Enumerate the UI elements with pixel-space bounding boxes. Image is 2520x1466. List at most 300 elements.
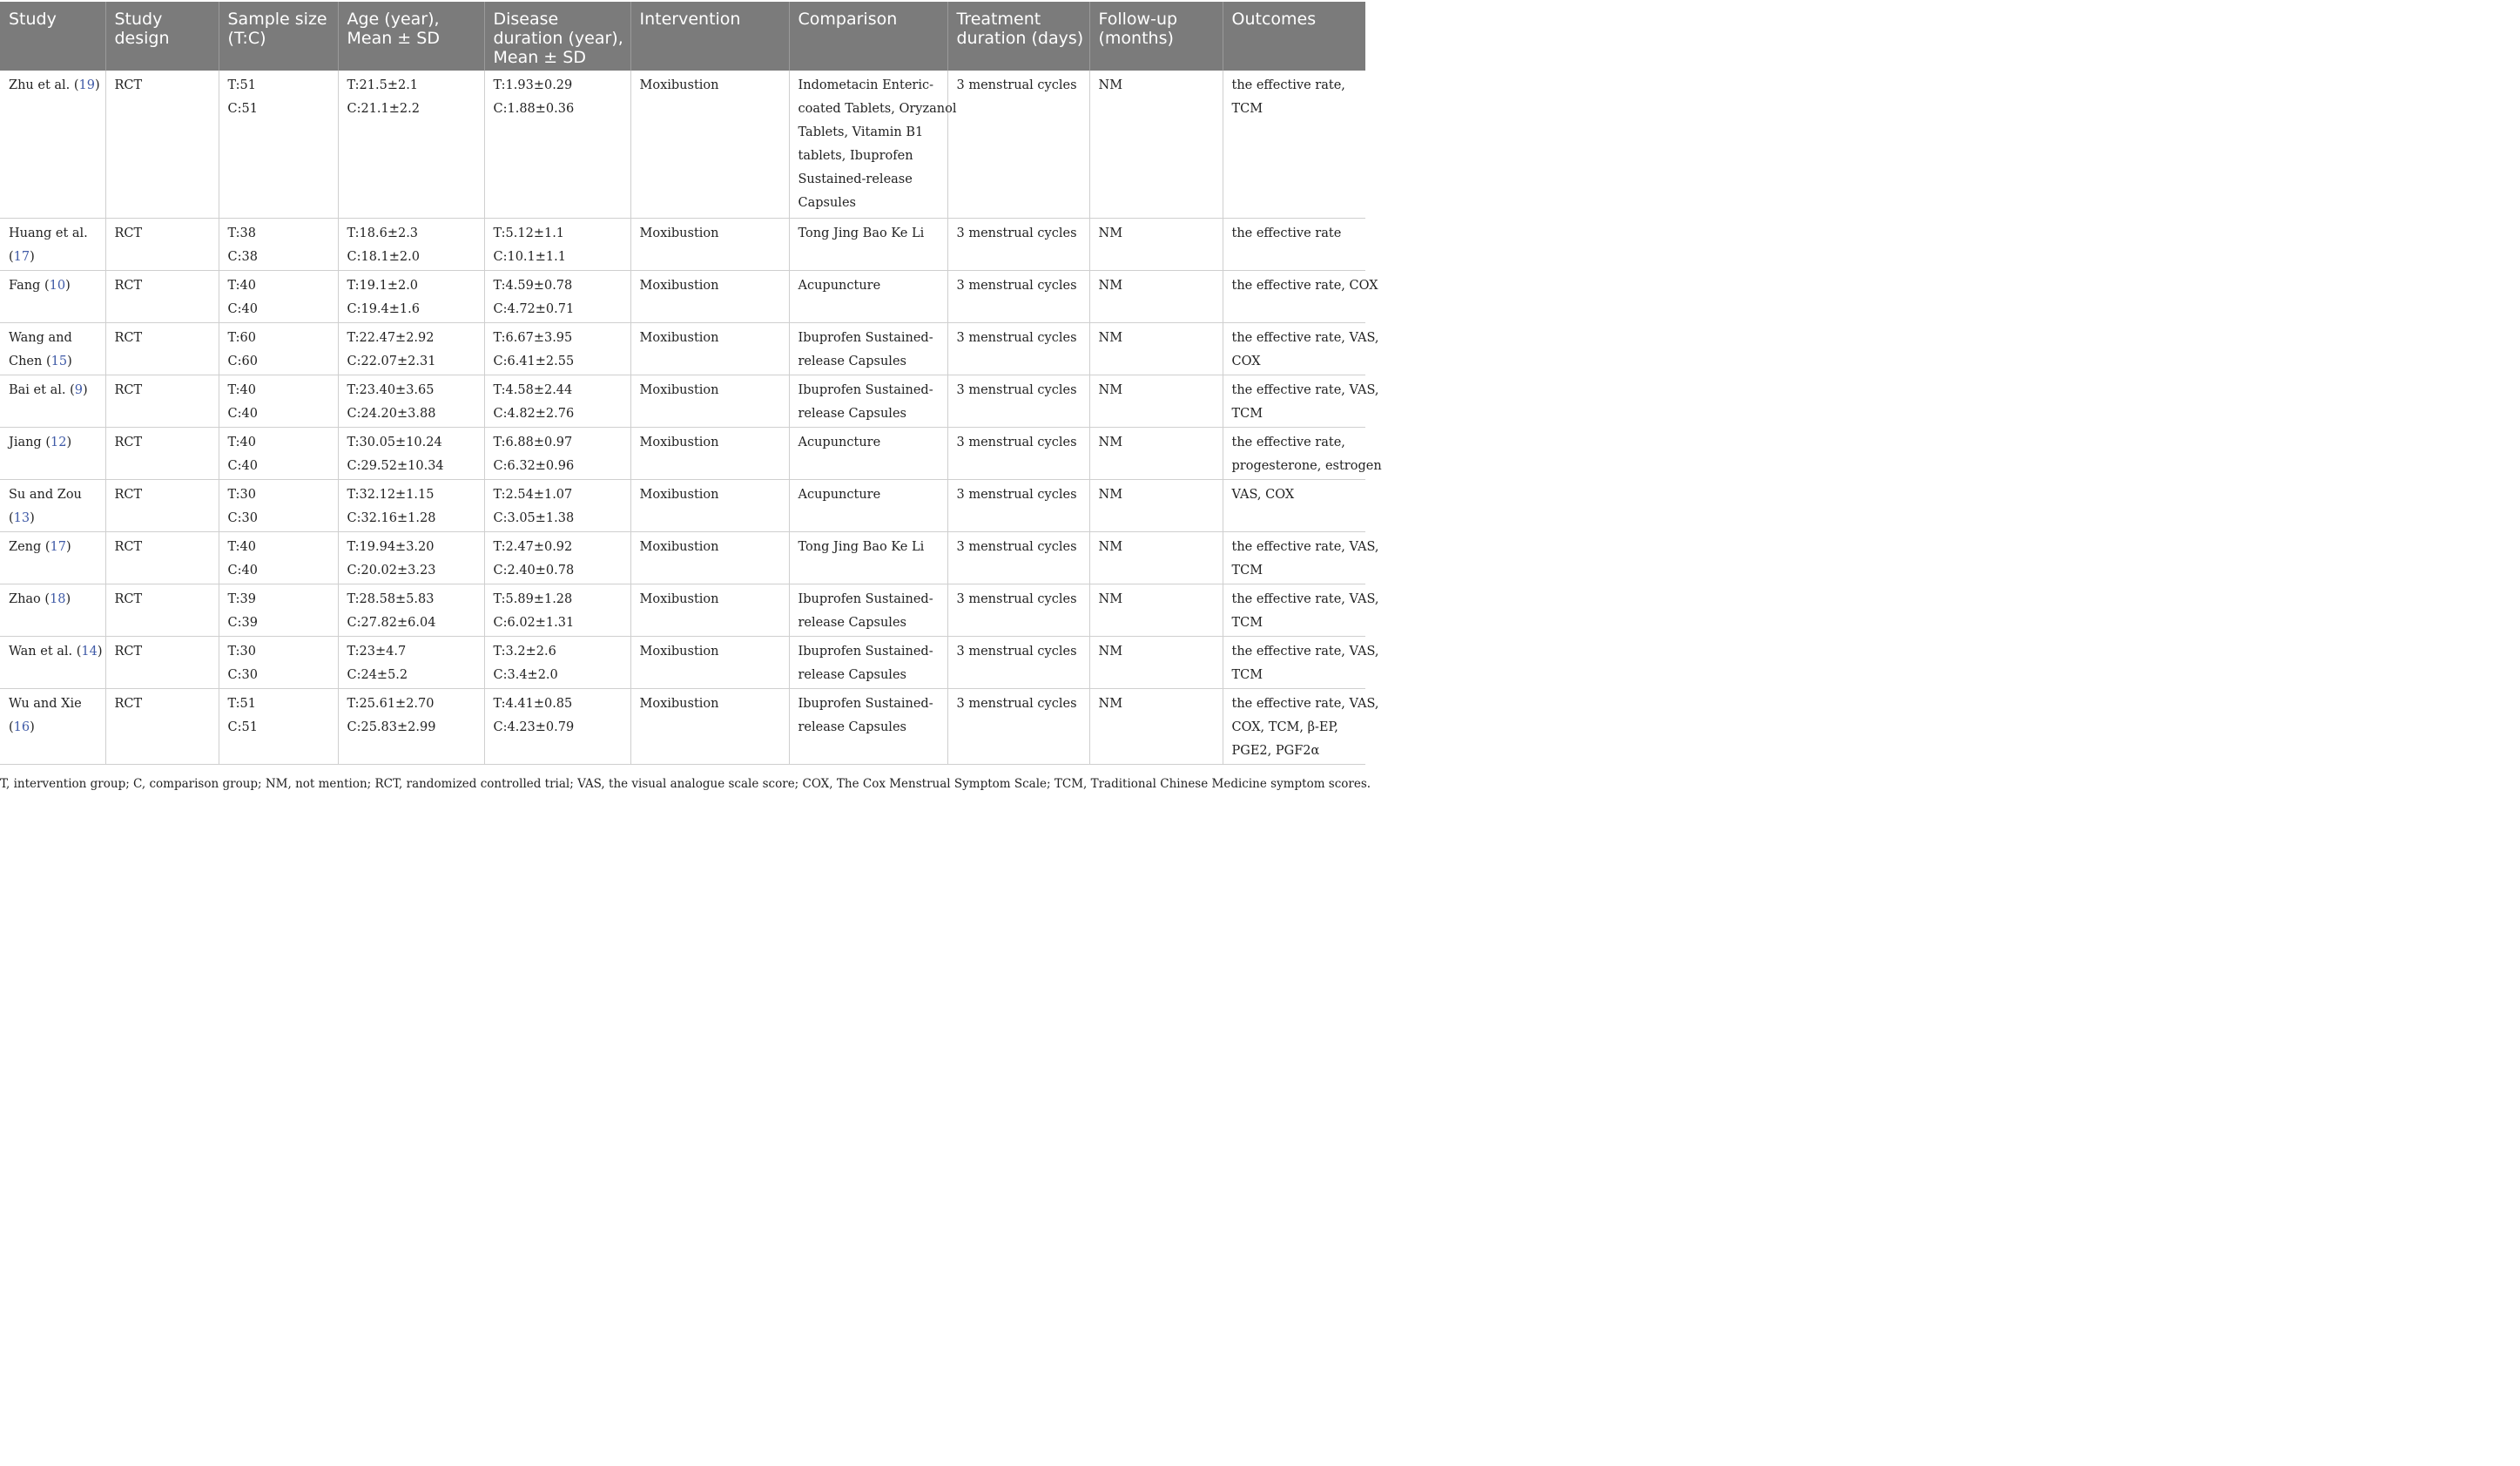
- cell-text: C:24.20±3.88: [347, 406, 436, 421]
- header-text: Intervention: [639, 10, 741, 29]
- study-line: [9, 274, 102, 298]
- cell-intervention: [630, 270, 789, 322]
- cell-text: Ibuprofen Sustained-: [798, 696, 933, 711]
- cell-study: [0, 375, 105, 427]
- cell-text: C:30: [227, 510, 258, 525]
- cell-text: COX, TCM, β-EP,: [1231, 719, 1338, 734]
- cell-text: tablets, Ibuprofen: [798, 149, 913, 163]
- cell-design: [105, 636, 219, 688]
- table-row: [0, 427, 1365, 479]
- reference-link[interactable]: 18: [50, 591, 66, 606]
- cell-duration: [484, 479, 630, 531]
- cell-text: NM: [1098, 226, 1123, 240]
- cell-text: T:6.88±0.97: [493, 435, 573, 449]
- cell-text: Sustained-release: [798, 172, 913, 186]
- cell-text: T:19.94±3.20: [347, 539, 435, 554]
- cell-text: T:25.61±2.70: [347, 696, 435, 711]
- cell-intervention: [630, 636, 789, 688]
- cell-text: T:18.6±2.3: [347, 226, 419, 240]
- cell-text: Capsules: [798, 196, 856, 210]
- cell-outcomes: [1223, 427, 1382, 479]
- reference-link[interactable]: 12: [50, 435, 67, 449]
- column-header-treatment-duration: [947, 2, 1089, 71]
- cell-text: RCT: [114, 78, 143, 92]
- cell-duration: [484, 584, 630, 636]
- cell-text: Moxibustion: [639, 539, 719, 554]
- cell-intervention: [630, 427, 789, 479]
- study-name-suffix: ): [30, 719, 35, 734]
- cell-text: 3 menstrual cycles: [956, 644, 1077, 659]
- cell-intervention: [630, 531, 789, 584]
- cell-text: C:51: [227, 102, 258, 116]
- header-text: Study: [9, 10, 57, 29]
- table-row: [0, 531, 1365, 584]
- cell-age: [338, 375, 484, 427]
- cell-text: T:51: [227, 78, 256, 92]
- cell-text: Moxibustion: [639, 435, 719, 449]
- reference-link[interactable]: 19: [78, 78, 95, 92]
- cell-text: T:32.12±1.15: [347, 487, 435, 502]
- cell-text: T:22.47±2.92: [347, 330, 435, 345]
- cell-outcomes: [1223, 322, 1379, 375]
- column-header-outcomes: [1223, 2, 1365, 71]
- study-line: [9, 74, 102, 98]
- cell-text: C:40: [227, 301, 258, 316]
- study-name-suffix: ): [30, 510, 35, 525]
- study-name-text: Chen (: [9, 354, 51, 368]
- cell-text: Ibuprofen Sustained-: [798, 330, 933, 345]
- header-text: Mean ± SD: [347, 29, 440, 48]
- cell-followup: [1089, 531, 1223, 584]
- cell-text: T:23±4.7: [347, 644, 407, 659]
- cell-text: C:4.23±0.79: [493, 719, 575, 734]
- cell-sample: [219, 71, 338, 218]
- cell-text: TCM: [1231, 406, 1263, 421]
- cell-text: C:10.1±1.1: [493, 249, 566, 264]
- cell-text: RCT: [114, 487, 143, 502]
- study-name-text: Zhao (: [9, 591, 51, 606]
- cell-text: Tablets, Vitamin B1: [798, 125, 924, 139]
- cell-design: [105, 479, 219, 531]
- cell-sample: [219, 218, 338, 270]
- study-line: [9, 246, 102, 269]
- study-name-suffix: ): [65, 278, 71, 293]
- table-row: [0, 322, 1365, 375]
- cell-study: [0, 71, 105, 218]
- cell-outcomes: [1223, 584, 1379, 636]
- cell-text: T:1.93±0.29: [493, 78, 573, 92]
- reference-link[interactable]: 15: [51, 354, 68, 368]
- study-name-text: (: [9, 719, 14, 734]
- study-name-text: Wu and Xie: [9, 696, 82, 711]
- cell-age: [338, 270, 484, 322]
- table-row: [0, 636, 1365, 688]
- cell-text: TCM: [1231, 615, 1263, 630]
- cell-text: NM: [1098, 78, 1123, 92]
- study-name-suffix: ): [82, 382, 88, 397]
- column-header-study: [0, 2, 105, 71]
- cell-text: C:6.41±2.55: [493, 354, 575, 368]
- cell-text: T:30: [227, 644, 256, 659]
- header-text: Sample size: [227, 10, 327, 29]
- cell-treatment: [947, 427, 1089, 479]
- cell-text: the effective rate, VAS,: [1231, 591, 1379, 606]
- cell-comparison: [789, 427, 947, 479]
- cell-intervention: [630, 218, 789, 270]
- study-line: [9, 692, 102, 716]
- cell-treatment: [947, 218, 1089, 270]
- cell-duration: [484, 270, 630, 322]
- header-text: Comparison: [798, 10, 898, 29]
- cell-text: the effective rate, VAS,: [1231, 644, 1379, 659]
- cell-text: Ibuprofen Sustained-: [798, 591, 933, 606]
- cell-treatment: [947, 688, 1089, 764]
- cell-text: T:4.58±2.44: [493, 382, 573, 397]
- cell-text: C:3.4±2.0: [493, 667, 558, 682]
- cell-study: [0, 479, 105, 531]
- cell-study: [0, 636, 105, 688]
- cell-treatment: [947, 479, 1089, 531]
- cell-sample: [219, 531, 338, 584]
- cell-text: T:5.89±1.28: [493, 591, 573, 606]
- cell-text: C:1.88±0.36: [493, 102, 575, 116]
- cell-text: the effective rate,: [1231, 78, 1345, 92]
- cell-text: RCT: [114, 330, 143, 345]
- header-text: Outcomes: [1231, 10, 1317, 29]
- cell-text: T:28.58±5.83: [347, 591, 435, 606]
- cell-design: [105, 71, 219, 218]
- cell-intervention: [630, 322, 789, 375]
- cell-text: C:4.72±0.71: [493, 301, 575, 316]
- cell-text: 3 menstrual cycles: [956, 487, 1077, 502]
- cell-text: NM: [1098, 330, 1123, 345]
- cell-sample: [219, 375, 338, 427]
- reference-link[interactable]: 17: [50, 539, 66, 554]
- cell-treatment: [947, 322, 1089, 375]
- cell-text: T:30.05±10.24: [347, 435, 442, 449]
- header-text: duration (year),: [493, 29, 623, 48]
- cell-text: Moxibustion: [639, 330, 719, 345]
- header-text: design: [114, 29, 170, 48]
- cell-text: C:3.05±1.38: [493, 510, 575, 525]
- cell-text: COX: [1231, 354, 1261, 368]
- column-header-disease-duration: [484, 2, 630, 71]
- cell-study: [0, 427, 105, 479]
- cell-text: T:5.12±1.1: [493, 226, 565, 240]
- cell-followup: [1089, 270, 1223, 322]
- cell-text: T:51: [227, 696, 256, 711]
- study-name-suffix: ): [66, 539, 71, 554]
- cell-text: the effective rate, COX: [1231, 278, 1378, 293]
- cell-age: [338, 636, 484, 688]
- cell-text: C:30: [227, 667, 258, 682]
- study-line: [9, 379, 102, 402]
- study-name-text: Zhu et al. (: [9, 78, 79, 92]
- cell-comparison: [789, 270, 947, 322]
- study-name-suffix: ): [65, 591, 71, 606]
- cell-treatment: [947, 71, 1089, 218]
- study-line: [9, 536, 102, 559]
- reference-link[interactable]: 13: [13, 510, 30, 525]
- cell-text: T:4.59±0.78: [493, 278, 573, 293]
- cell-text: Tong Jing Bao Ke Li: [798, 226, 925, 240]
- reference-link[interactable]: 16: [13, 719, 30, 734]
- cell-study: [0, 322, 105, 375]
- table-header: [0, 2, 1365, 71]
- reference-link[interactable]: 14: [81, 644, 98, 659]
- cell-text: C:27.82±6.04: [347, 615, 436, 630]
- cell-text: Acupuncture: [798, 487, 881, 502]
- cell-intervention: [630, 479, 789, 531]
- cell-design: [105, 531, 219, 584]
- cell-outcomes: [1223, 218, 1365, 270]
- cell-sample: [219, 479, 338, 531]
- cell-text: release Capsules: [798, 354, 906, 368]
- cell-text: 3 menstrual cycles: [956, 435, 1077, 449]
- cell-treatment: [947, 636, 1089, 688]
- cell-text: C:18.1±2.0: [347, 249, 420, 264]
- cell-text: C:20.02±3.23: [347, 563, 436, 578]
- cell-text: T:39: [227, 591, 256, 606]
- cell-text: TCM: [1231, 102, 1263, 116]
- cell-outcomes: [1223, 375, 1379, 427]
- cell-comparison: [789, 688, 947, 764]
- study-name-suffix: ): [67, 354, 72, 368]
- header-text: Treatment: [956, 10, 1041, 29]
- cell-text: T:40: [227, 278, 256, 293]
- study-name-suffix: ): [30, 249, 35, 264]
- cell-age: [338, 322, 484, 375]
- cell-text: C:4.82±2.76: [493, 406, 575, 421]
- cell-text: release Capsules: [798, 615, 906, 630]
- cell-treatment: [947, 270, 1089, 322]
- header-text: Disease: [493, 10, 559, 29]
- cell-text: T:38: [227, 226, 256, 240]
- cell-followup: [1089, 375, 1223, 427]
- cell-text: Acupuncture: [798, 435, 881, 449]
- header-text: (T:C): [227, 29, 266, 48]
- study-name-text: Su and Zou: [9, 487, 82, 502]
- study-name-text: Fang (: [9, 278, 50, 293]
- study-line: [9, 588, 102, 611]
- cell-text: the effective rate, VAS,: [1231, 330, 1379, 345]
- cell-text: C:40: [227, 458, 258, 473]
- cell-text: T:6.67±3.95: [493, 330, 573, 345]
- cell-text: Moxibustion: [639, 644, 719, 659]
- cell-comparison: [789, 218, 947, 270]
- cell-text: coated Tablets, Oryzanol: [798, 102, 957, 116]
- study-name-suffix: ): [95, 78, 100, 92]
- cell-text: 3 menstrual cycles: [956, 278, 1077, 293]
- study-name-text: Bai et al. (: [9, 382, 75, 397]
- cell-age: [338, 688, 484, 764]
- header-text: duration (days): [956, 29, 1084, 48]
- cell-text: progesterone, estrogen: [1231, 458, 1382, 473]
- cell-comparison: [789, 322, 947, 375]
- cell-sample: [219, 322, 338, 375]
- cell-text: Moxibustion: [639, 278, 719, 293]
- cell-outcomes: [1223, 688, 1379, 764]
- cell-sample: [219, 688, 338, 764]
- column-header-age: [338, 2, 484, 71]
- cell-text: Moxibustion: [639, 696, 719, 711]
- cell-text: 3 menstrual cycles: [956, 696, 1077, 711]
- cell-text: 3 menstrual cycles: [956, 226, 1077, 240]
- cell-text: T:40: [227, 382, 256, 397]
- cell-study: [0, 531, 105, 584]
- cell-intervention: [630, 375, 789, 427]
- cell-text: C:25.83±2.99: [347, 719, 436, 734]
- cell-duration: [484, 636, 630, 688]
- cell-design: [105, 270, 219, 322]
- cell-text: T:4.41±0.85: [493, 696, 573, 711]
- cell-text: T:60: [227, 330, 256, 345]
- column-header-comparison: [789, 2, 947, 71]
- cell-followup: [1089, 322, 1223, 375]
- study-name-text: Wan et al. (: [9, 644, 82, 659]
- header-text: (months): [1098, 29, 1174, 48]
- cell-text: RCT: [114, 591, 143, 606]
- table-row: [0, 218, 1365, 270]
- cell-text: 3 menstrual cycles: [956, 382, 1077, 397]
- column-header-study-design: [105, 2, 219, 71]
- cell-comparison: [789, 375, 947, 427]
- cell-text: NM: [1098, 591, 1123, 606]
- column-header-follow-up: [1089, 2, 1223, 71]
- cell-sample: [219, 584, 338, 636]
- cell-text: C:6.32±0.96: [493, 458, 575, 473]
- cell-text: NM: [1098, 382, 1123, 397]
- header-row: [0, 2, 1365, 71]
- study-name-text: (: [9, 510, 14, 525]
- study-line: [9, 716, 102, 740]
- reference-link[interactable]: 17: [13, 249, 30, 264]
- cell-text: C:39: [227, 615, 258, 630]
- cell-text: T:21.5±2.1: [347, 78, 419, 92]
- cell-text: C:32.16±1.28: [347, 510, 436, 525]
- cell-text: C:2.40±0.78: [493, 563, 575, 578]
- cell-text: release Capsules: [798, 719, 906, 734]
- study-line: [9, 483, 102, 507]
- cell-followup: [1089, 71, 1223, 218]
- cell-text: NM: [1098, 435, 1123, 449]
- cell-text: T:3.2±2.6: [493, 644, 556, 659]
- cell-study: [0, 218, 105, 270]
- column-header-intervention: [630, 2, 789, 71]
- study-line: [9, 350, 102, 374]
- cell-outcomes: [1223, 531, 1379, 584]
- study-name-text: (: [9, 249, 14, 264]
- cell-design: [105, 322, 219, 375]
- study-name-text: Jiang (: [9, 435, 51, 449]
- cell-age: [338, 427, 484, 479]
- cell-text: the effective rate: [1231, 226, 1342, 240]
- cell-age: [338, 531, 484, 584]
- cell-text: RCT: [114, 435, 143, 449]
- header-text: Mean ± SD: [493, 48, 586, 67]
- study-name-text: Zeng (: [9, 539, 51, 554]
- cell-intervention: [630, 71, 789, 218]
- cell-age: [338, 71, 484, 218]
- cell-followup: [1089, 427, 1223, 479]
- reference-link[interactable]: 9: [74, 382, 83, 397]
- cell-text: RCT: [114, 696, 143, 711]
- cell-treatment: [947, 531, 1089, 584]
- cell-text: RCT: [114, 644, 143, 659]
- cell-text: 3 menstrual cycles: [956, 330, 1077, 345]
- cell-text: RCT: [114, 226, 143, 240]
- cell-text: C:24±5.2: [347, 667, 408, 682]
- cell-text: T:23.40±3.65: [347, 382, 435, 397]
- cell-comparison: [789, 636, 947, 688]
- cell-text: 3 menstrual cycles: [956, 591, 1077, 606]
- reference-link[interactable]: 10: [49, 278, 66, 293]
- study-name-suffix: ): [66, 435, 72, 449]
- cell-text: C:29.52±10.34: [347, 458, 444, 473]
- cell-followup: [1089, 584, 1223, 636]
- cell-text: RCT: [114, 539, 143, 554]
- cell-design: [105, 584, 219, 636]
- cell-text: PGE2, PGF2α: [1231, 743, 1320, 758]
- table-row: [0, 688, 1365, 764]
- cell-age: [338, 218, 484, 270]
- cell-followup: [1089, 636, 1223, 688]
- cell-text: the effective rate, VAS,: [1231, 382, 1379, 397]
- cell-study: [0, 584, 105, 636]
- cell-duration: [484, 688, 630, 764]
- cell-age: [338, 584, 484, 636]
- cell-text: T:2.47±0.92: [493, 539, 573, 554]
- cell-text: C:6.02±1.31: [493, 615, 575, 630]
- cell-text: Ibuprofen Sustained-: [798, 644, 933, 659]
- cell-text: NM: [1098, 487, 1123, 502]
- cell-text: NM: [1098, 278, 1123, 293]
- cell-text: Tong Jing Bao Ke Li: [798, 539, 925, 554]
- cell-text: C:22.07±2.31: [347, 354, 436, 368]
- cell-followup: [1089, 479, 1223, 531]
- study-line: [9, 431, 102, 455]
- cell-duration: [484, 375, 630, 427]
- table-footnote: T, intervention group; C, comparison group; NM, not mention; RCT, randomized controlled trial; VAS, the visual analogue scale score; COX, The Cox Menstrual Symptom Scale; TCM, Traditional Chinese Medicine symptom scores.: [0, 777, 1371, 791]
- cell-followup: [1089, 218, 1223, 270]
- table-row: [0, 71, 1365, 218]
- cell-text: the effective rate, VAS,: [1231, 539, 1379, 554]
- cell-intervention: [630, 688, 789, 764]
- cell-text: release Capsules: [798, 667, 906, 682]
- header-text: Follow-up: [1098, 10, 1178, 29]
- cell-design: [105, 375, 219, 427]
- cell-intervention: [630, 584, 789, 636]
- cell-outcomes: [1223, 479, 1365, 531]
- cell-comparison: [789, 531, 947, 584]
- study-line: [9, 507, 102, 530]
- cell-followup: [1089, 688, 1223, 764]
- cell-text: 3 menstrual cycles: [956, 539, 1077, 554]
- cell-sample: [219, 636, 338, 688]
- cell-text: Moxibustion: [639, 382, 719, 397]
- cell-text: Moxibustion: [639, 487, 719, 502]
- table-row: [0, 479, 1365, 531]
- cell-duration: [484, 531, 630, 584]
- cell-outcomes: [1223, 270, 1378, 322]
- cell-text: C:21.1±2.2: [347, 102, 420, 116]
- cell-text: the effective rate, VAS,: [1231, 696, 1379, 711]
- header-text: Age (year),: [347, 10, 440, 29]
- cell-text: C:60: [227, 354, 258, 368]
- cell-design: [105, 688, 219, 764]
- cell-text: T:30: [227, 487, 256, 502]
- cell-text: T:40: [227, 539, 256, 554]
